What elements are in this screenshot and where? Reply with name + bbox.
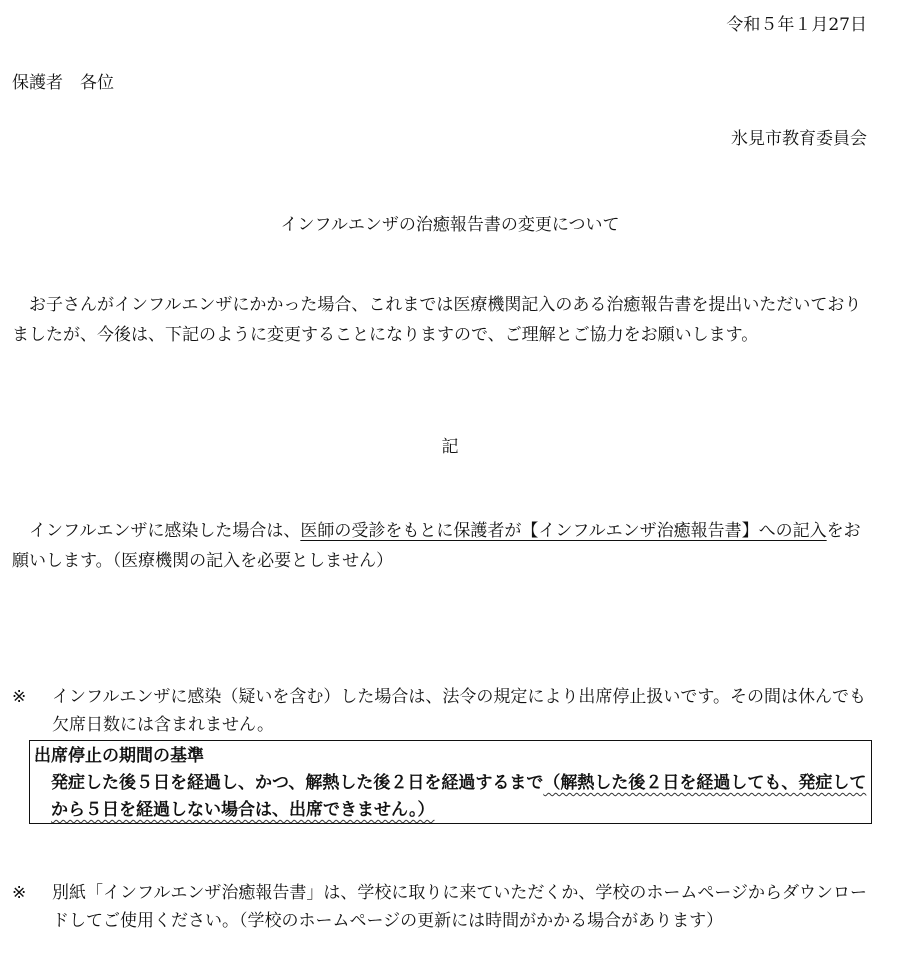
note-text: インフルエンザに感染（疑いを含む）した場合は、法令の規定により出席停止扱いです。その間は休んでも欠席日数には含まれません。 [52,687,866,735]
main-instruction [12,516,872,576]
document-title: インフルエンザの治癒報告書の変更について [280,215,620,235]
intro-paragraph: お子さんがインフルエンザにかかった場合、これまでは医療機関記入のある治癒報告書を提出いただいておりましたが、今後は、下記のように変更することになりますので、ご理解とご協力をお願いします。 [12,295,862,345]
ki-heading: 記 [441,437,459,457]
sender: 氷見市教育委員会 [731,129,867,149]
recipient: 保護者 各位 [12,73,114,93]
main-instruction-suffix: をお願いします。（医療機関の記入を必要としません） [12,521,861,571]
document-date: 令和５年１月27日 [726,15,867,35]
note-text: 別紙「インフルエンザ治癒報告書」は、学校に取りに来ていただくか、学校のホームページからダウンロードしてご使用ください。（学校のホームページの更新には時間がかかる場合があります） [52,883,867,931]
note-mark: ※ [12,687,27,707]
note-report-form [12,879,872,935]
note-mark: ※ [12,883,27,903]
main-instruction-prefix: インフルエンザに感染した場合は、 [12,521,301,541]
suspension-criteria-box [29,740,872,824]
criteria-text [34,770,867,824]
criteria-heading: 出席停止の期間の基準 [34,746,204,766]
main-instruction-underlined: 医師の受診をもとに保護者が【インフルエンザ治癒報告書】への記入 [300,521,827,541]
note-attendance-suspension [12,683,872,739]
criteria-wavy-note: （解熱した後２日を経過しても、発症してから５日を経過しない場合は、出席できません。） [51,773,867,820]
criteria-main: 発症した後５日を経過し、かつ、解熱した後２日を経過するまで [51,773,544,793]
